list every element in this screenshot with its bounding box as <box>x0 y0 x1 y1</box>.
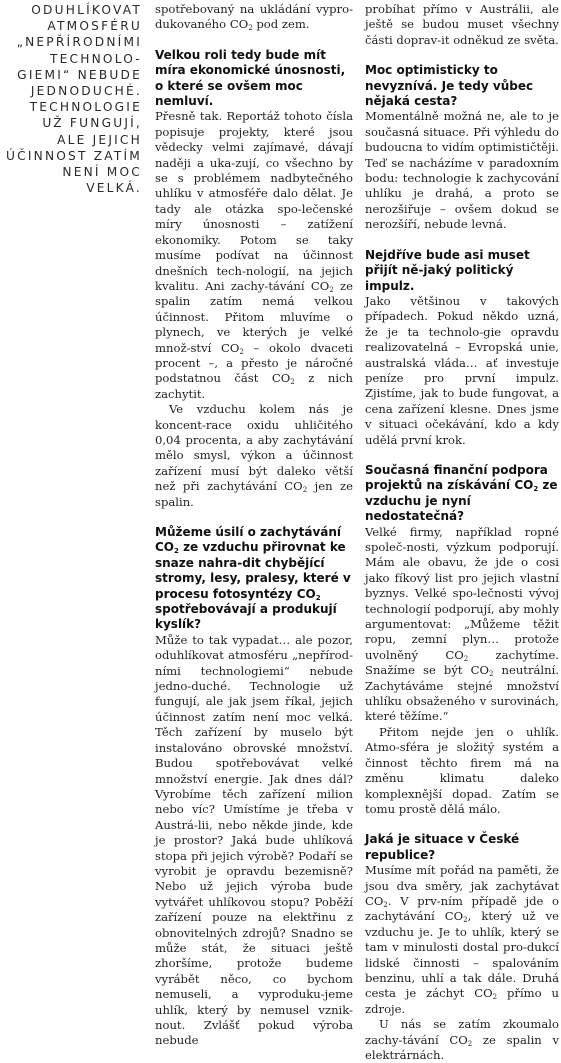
interview-answer: Musíme mít pořád na paměti, že jsou dva směry, jak zachytávat $CO_2$. V prv-ním případě jde o zachytávání $CO_2$, který už ve vzduchu je. Je to uhlík, který se tam v minulosti dostal pro-dukcí lidské činnosti – spalováním benzinu, uhlí a tak dále. Druhá cesta je záchyt $CO_2$ přímo u zdroje. <box>365 863 560 1016</box>
pull-quote-line: NENÍ MOC <box>62 165 142 180</box>
pull-quote-line: TECHNOLOGIE <box>29 100 142 115</box>
pull-quote-line: UŽ FUNGUJÍ, <box>42 116 142 131</box>
interview-question: Velkou roli tedy bude mít míra ekonomické únosnosti, o které se ovšem moc nemluví. <box>155 47 346 109</box>
interview-question: Moc optimisticky to nevyznívá. Je tedy vůbec nějaká cesta? <box>365 63 534 109</box>
interview-answer: U nás se zatím zkoumalo zachy-távání $CO_2$ ze spalin v elektrárnách. <box>365 1017 559 1062</box>
interview-answer: Ve vzduchu kolem nás je koncent-race oxidu uhličitého 0,04 procenta, a aby zachytávání mělo smysl, výkon a účinnost zařízení musí být daleko větší než při zachytávání $CO_2$ jen ze spalin. <box>155 402 354 509</box>
pull-quote-line: TECHNOLO- <box>49 51 142 66</box>
pull-quote <box>2 2 142 196</box>
pull-quote-line: ALE JEJICH <box>57 132 142 147</box>
paragraph-continued: probíhat přímo v Austrálii, ale ještě se budou muset všechny části doprav-it odněkud ze světa. <box>365 2 559 47</box>
interview-question: Nejdříve bude asi muset přijít ně-jaký politický impulz. <box>365 247 530 293</box>
interview-answer: Může to tak vypadat… ale pozor, oduhlíkovat atmosféru „nepřírod-ními technologiemi“ nebude jedno-duché. Technologie už fungují, ale jak jsem říkal, jejich účinnost zatím není moc velká. Těch zařízení by muselo být instalováno obrovské množství. Budou spotřebovávat velké množství energie. Jak dnes dál? Vyrobíme těch zařízení milion nebo víc? Umístíme je třeba v Austrá-lii, nebo někde jinde, kde je prostor? Jaká bude uhlíková stopa při jejich výrobě? Podaří se vyrobit je opravdu bezemisně? Nebo už jejich výroba bude vytvářet uhlíkovou stopu? Poběží zařízení pouze na elektřinu z obnovitelných zdrojů? Snadno se může stát, že situaci ještě zhoršíme, protože budeme vyrábět něco, co bychom nemuseli, a vyproduku-jeme uhlík, který by nemusel vznik-nout. Zvlášť pokud výroba nebude <box>155 632 353 1048</box>
pull-quote-line: VELKÁ. <box>86 181 142 196</box>
interview-question: Jaká je situace v České republice? <box>365 832 520 862</box>
interview-answer: Jako většinou v takových případech. Pokud někdo uzná, že je ta technolo-gie opravdu realizovatelná – Evropská unie, australská vláda… ať investuje peníze pro první impulz. Zjistíme, jak to bude fungovat, a cena zařízení klesne. Dnes jsme v situaci očekávání, kdo a kdy udělá první krok. <box>365 293 559 447</box>
pull-quote-line: ODUHLÍKOVAT <box>31 3 142 17</box>
interview-answer: Přitom nejde jen o uhlík. Atmo-sféra je složitý systém a činnost těchto firem má na změnu klimatu daleko komplexnější dopad. Zatím se tomu prostě dělá málo. <box>365 724 559 816</box>
interview-answer: Momentálně možná ne, ale to je současná situace. Při výhledu do budoucna to vidím optimističtěji. Teď se nacházíme v paradoxním bodu: technologie k zachycování uhlíku je drahá, a proto se nerozšiřuje – ovšem dokud se nerozšíří, nebude levná. <box>365 109 559 232</box>
article-column-2 <box>155 2 353 1049</box>
interview-question: Můžeme úsilí o zachytávání $CO_2$ ze vzduchu přirovnat ke snaze nahra-dit chybějící stromy, lesy, pralesy, které v procesu fotosyntézy $CO_2$ spotřebovávají a produkují kyslík? <box>155 525 351 632</box>
pull-quote-line: JEDNODUCHÉ. <box>30 84 142 99</box>
paragraph-continued: spotřebovaný na ukládání vypro-dukovaného $CO_2$ pod zem. <box>155 2 353 33</box>
interview-answer: Přesně tak. Reportáž tohoto čísla popisuje projekty, které jsou vědecky velmi zajímavé, dávají naději a uka-zují, co všechno by se s problémem nadbytečného uhlíku v atmosféře dalo dělat. Je tady ale otázka spo-lečenské míry únosnosti – zatížení ekonomiky. Potom se taky musíme podívat na účinnost dnešních tech-nologií, na jejich kvalitu. Ani zachy-távání $CO_2$ ze spalin zatím nemá velkou účinnost. Přitom mluvíme o plynech, ve kterých je velké množ-ství $CO_2$ – okolo dvaceti procent –, a přesto je náročné podstatnou část $CO_2$ z nich zachytit. <box>155 109 353 401</box>
pull-quote-line: ATMOSFÉRU <box>47 19 142 34</box>
interview-question: Současná finanční podpora projektů na získávání $CO_2$ ze vzduchu je nyní nedostatečná? <box>365 462 558 524</box>
interview-answer: Velké firmy, například ropné společ-nosti, výzkum podporují. Mám ale obavu, že jde o cosi jako fíkový list pro jejich vlastní byznys. Velké spo-lečnosti vývoj technologií podporují, aby mohly argumentovat: „Můžeme těžit ropu, zemní plyn… protože uvolněný $CO_2$ zachytíme. Snažíme se být $CO_2$ neutrální. Zachytáváme stejné množství uhlíku obsaženého v surovinách, které těžíme.“ <box>365 524 559 724</box>
pull-quote-line: ÚČINNOST ZATÍM <box>6 148 142 163</box>
article-column-3 <box>365 2 559 1063</box>
pull-quote-line: GIEMI“ NEBUDE <box>17 67 142 82</box>
pull-quote-line: „NEPŘÍRODNÍMI <box>16 35 142 50</box>
